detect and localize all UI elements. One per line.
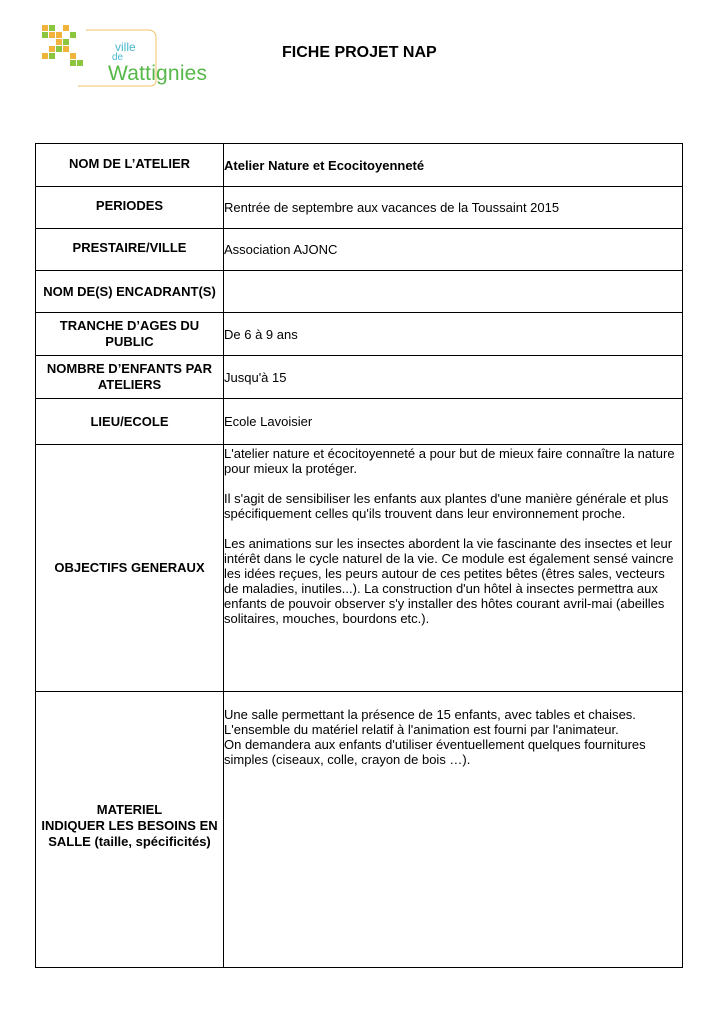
label-tranche [36,313,224,356]
value-periodes [224,187,683,229]
value-text: De 6 à 9 ans [224,326,298,342]
label-nom-atelier [36,144,224,187]
label-text: TRANCHE D’AGES DU PUBLIC [59,318,200,349]
value-text: Association AJONC [224,242,338,257]
value-lieu [224,399,683,445]
table-row [36,356,683,399]
label-encadrants [36,271,224,313]
ville-de-wattignies-logo [38,22,208,92]
table-row [36,144,683,187]
table-row [36,271,683,313]
table-row [36,445,683,692]
page-title: FICHE PROJET NAP [282,44,437,61]
label-lieu [36,399,224,445]
value-text: Jusqu'à 15 [224,369,287,385]
label-nombre [36,356,224,399]
table-row [36,692,683,968]
value-text: Ecole Lavoisier [224,414,313,429]
logo-text-de: de [112,52,124,63]
objectifs-paragraph-2: Il s'agit de sensibiliser les enfants aux plantes d'une manière générale et plus spécifiquement celles qu'ils trouvent dans leur environnement proche. [224,491,669,521]
label-text-besoins: INDIQUER LES BESOINS EN SALLE (taille, spécificités) [41,817,218,849]
materiel-line-3: On demandera aux enfants d'utiliser éventuellement quelques fournitures simples (ciseaux, colle, crayon de bois …). [224,737,646,767]
label-text-materiel: MATERIEL [96,801,163,817]
value-tranche [224,313,683,356]
logo-text-name: Wattignies [108,62,208,85]
value-prestaire [224,229,683,271]
value-materiel [224,692,683,968]
logo-text-ville: ville [115,40,136,54]
table-row [36,313,683,356]
value-encadrants [224,271,683,313]
label-materiel [36,692,224,968]
label-text: PRESTAIRE/VILLE [72,239,187,255]
label-text: NOM DE(S) ENCADRANT(S) [43,283,216,299]
label-text: OBJECTIFS GENERAUX [54,560,205,575]
label-text: PERIODES [95,197,164,213]
label-objectifs [36,445,224,692]
project-form-table [35,143,683,968]
label-prestaire [36,229,224,271]
materiel-line-1: Une salle permettant la présence de 15 enfants, avec tables et chaises. [224,707,636,722]
label-text: NOM DE L’ATELIER [68,155,191,171]
label-text: LIEU/ECOLE [90,413,169,429]
label-periodes [36,187,224,229]
table-row [36,229,683,271]
value-text: Rentrée de septembre aux vacances de la Toussaint 2015 [224,200,560,215]
objectifs-paragraph-3: Les animations sur les insectes abordent la vie fascinante des insectes et leur intérêt dans le cycle naturel de la vie. Ce module est également sensé vaincre les idées reçues, les peurs autour de ces petites bêtes (êtres sales, vecteurs de maladies, inutiles...). La construction d'un hôtel à insectes permettra aux enfants de pouvoir observer s'y installer des hôtes courant avril-mai (abeilles solitaires, mouches, bourdons etc.). [224,536,674,626]
label-text: NOMBRE D’ENFANTS PAR ATELIERS [46,361,213,392]
value-objectifs [224,445,683,692]
table-row [36,187,683,229]
value-nombre [224,356,683,399]
table-row [36,399,683,445]
objectifs-paragraph-1: L'atelier nature et écocitoyenneté a pour but de mieux faire connaître la nature pour mieux la protéger. [224,446,675,476]
materiel-line-2: L'ensemble du matériel relatif à l'animation est fourni par l'animateur. [224,722,619,737]
value-nom-atelier [224,144,683,187]
value-text: Atelier Nature et Ecocitoyenneté [224,157,425,173]
